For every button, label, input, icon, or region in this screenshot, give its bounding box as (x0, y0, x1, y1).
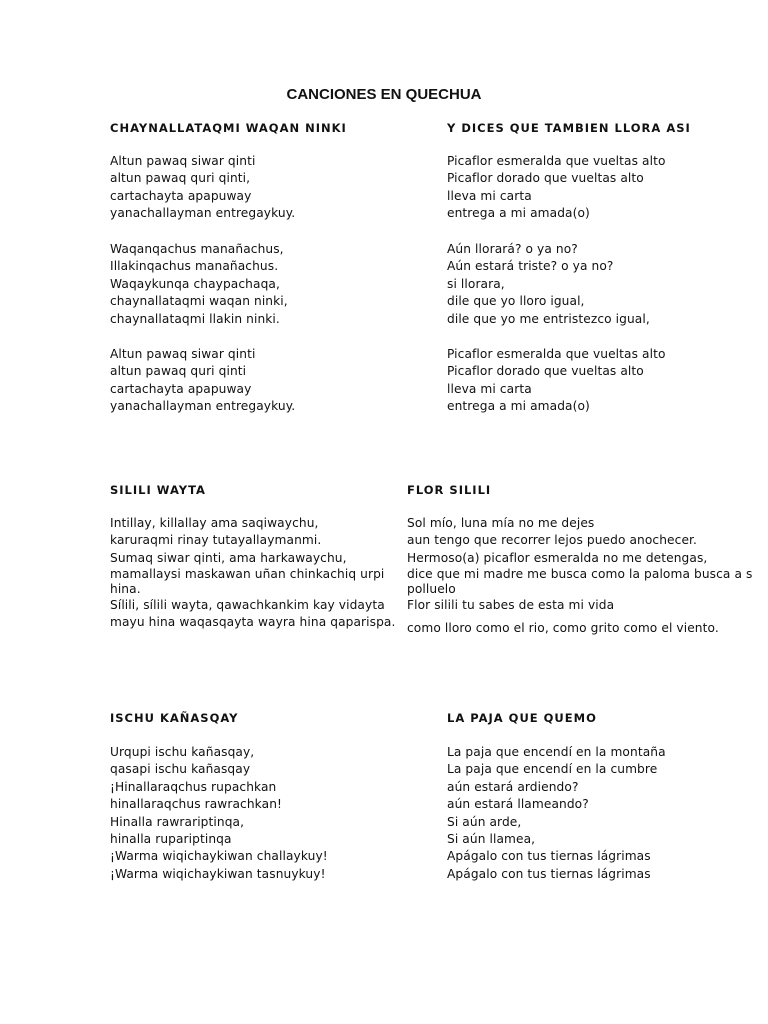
lyric-line: Si aún arde, (447, 814, 522, 829)
lyric-line: lleva mi carta (447, 188, 532, 203)
lyric-line: Aún estará triste? o ya no? (447, 259, 614, 274)
lyric-line: Apágalo con tus tiernas lágrimas (447, 849, 651, 864)
lyric-line: Sol mío, luna mía no me dejes (407, 516, 595, 530)
lyric-line: Picaflor esmeralda que vueltas alto (447, 347, 666, 361)
lyric-line: Picaflor dorado que vueltas alto (447, 364, 644, 379)
song2-spanish-stanza (407, 515, 768, 637)
lyric-line: dice que mi madre me busca como la paloma busca a s (407, 567, 753, 582)
lyric-line: Aún llorará? o ya no? (447, 242, 578, 256)
song3-quechua-title: ISCHU KAÑASQAY (110, 711, 239, 725)
lyric-line: karuraqmi rinay tutayallaymanmi. (110, 533, 322, 548)
lyric-line: Picaflor esmeralda que vueltas alto (447, 154, 666, 168)
lyric-line: ¡Warma wiqichaykiwan tasnuykuy! (110, 866, 326, 881)
song1-quechua-title: CHAYNALLATAQMI WAQAN NINKI (110, 121, 347, 135)
song3-spanish-title: LA PAJA QUE QUEMO (447, 711, 597, 725)
lyric-line: dile que yo me entristezco igual, (447, 311, 650, 326)
lyric-line: La paja que encendí en la cumbre (447, 762, 658, 777)
lyric-line: como lloro como el rio, como grito como el viento. (407, 620, 719, 635)
song2-spanish-title: FLOR SILILI (407, 483, 492, 497)
lyric-line: entrega a mi amada(o) (447, 399, 590, 414)
lyric-line: cartachayta apapuway (110, 188, 252, 203)
lyric-line: cartachayta apapuway (110, 381, 252, 396)
lyric-line: ¡Warma wiqichaykiwan challaykuy! (110, 849, 328, 864)
lyric-line: entrega a mi amada(o) (447, 206, 590, 221)
song1-quechua-stanza2 (110, 241, 288, 328)
lyric-line: Flor silili tu sabes de esta mi vida (407, 598, 615, 613)
lyric-line: hinalla rupariptinqa (110, 832, 232, 847)
lyric-line: Picaflor dorado que vueltas alto (447, 171, 644, 186)
lyric-line: Hermoso(a) picaflor esmeralda no me detengas, (407, 550, 708, 565)
lyric-line: aún estará llameando? (447, 797, 589, 812)
song3-quechua-stanza (110, 744, 328, 883)
lyric-line: mayu hina waqasqayta wayra hina qaparispa. (110, 614, 396, 629)
lyric-line: ¡Hinallaraqchus rupachkan (110, 779, 277, 794)
lyric-line: Hinalla rawrariptinqa, (110, 814, 245, 829)
lyric-line: Waqanqachus manañachus, (110, 242, 284, 256)
lyric-line: Intillay, killallay ama saqiwaychu, (110, 516, 319, 530)
lyric-line: Apágalo con tus tiernas lágrimas (447, 866, 651, 881)
lyric-line: altun pawaq quri qinti (110, 364, 247, 379)
song2-quechua-title: SILILI WAYTA (110, 483, 206, 497)
lyric-line: Urqupi ischu kañasqay, (110, 745, 255, 759)
song2-quechua-stanza (110, 515, 402, 630)
lyric-line: Waqaykunqa chaypachaqa, (110, 276, 280, 291)
lyric-line: chaynallataqmi waqan ninki, (110, 294, 288, 309)
lyric-line: chaynallataqmi llakin ninki. (110, 311, 280, 326)
lyric-line: yanachallayman entregaykuy. (110, 399, 296, 414)
song1-spanish-title: Y DICES QUE TAMBIEN LLORA ASI (447, 121, 691, 135)
lyric-line: si llorara, (447, 276, 505, 291)
lyric-line: La paja que encendí en la montaña (447, 745, 666, 759)
document-title: CANCIONES EN QUECHUA (286, 86, 482, 103)
lyric-line: hinallaraqchus rawrachkan! (110, 797, 283, 812)
lyric-line: Illakinqachus manañachus. (110, 259, 279, 274)
lyric-line: Sílili, sílili wayta, qawachkankim kay vidayta (110, 598, 385, 613)
song1-quechua-stanza3 (110, 346, 295, 416)
lyric-line: mamallaysi maskawan uñan chinkachiq urpi hina. (110, 567, 385, 597)
lyric-line: altun pawaq quri qinti, (110, 171, 251, 186)
lyric-line: dile que yo lloro igual, (447, 294, 585, 309)
lyric-line: Si aún llamea, (447, 832, 536, 847)
song1-spanish-stanza3 (447, 346, 666, 416)
lyric-line: lleva mi carta (447, 381, 532, 396)
lyric-line: Altun pawaq siwar qinti (110, 154, 256, 168)
song1-spanish-stanza2 (447, 241, 650, 328)
lyric-line: aún estará ardiendo? (447, 779, 579, 794)
lyric-line: Altun pawaq siwar qinti (110, 347, 256, 361)
lyric-line: yanachallayman entregaykuy. (110, 206, 296, 221)
lyric-line: polluelo (407, 582, 456, 597)
lyric-line: aun tengo que recorrer lejos puedo anochecer. (407, 533, 698, 548)
song1-spanish-stanza1 (447, 153, 666, 223)
song1-quechua-stanza1 (110, 153, 295, 223)
lyric-line: Sumaq siwar qinti, ama harkawaychu, (110, 550, 347, 565)
lyric-line: qasapi ischu kañasqay (110, 762, 251, 777)
song3-spanish-stanza (447, 744, 666, 883)
